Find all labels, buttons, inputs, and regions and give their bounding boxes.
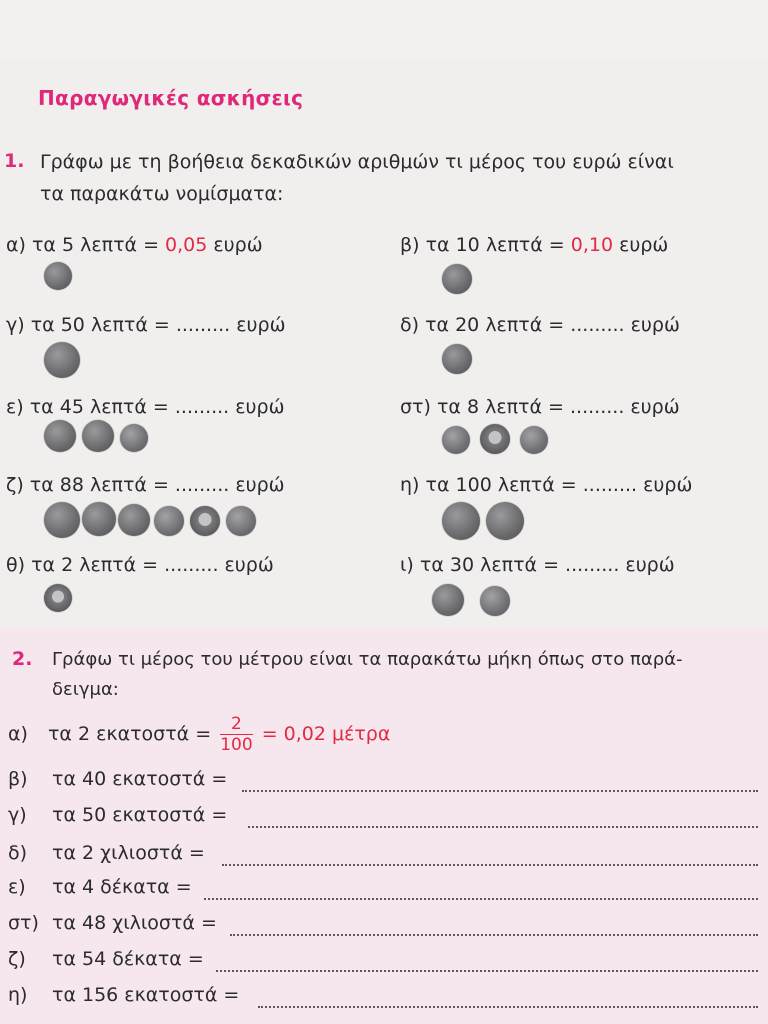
item-answer: 0,10 — [570, 234, 614, 256]
exercise-1-item-f — [400, 396, 680, 418]
coin-icon — [118, 504, 150, 536]
item-text: τα 20 λεπτά = ......... ευρώ — [425, 314, 680, 336]
coins-8-cents — [442, 424, 562, 460]
item-letter: ι) — [400, 554, 414, 576]
item-text: τα 45 λεπτά = ......... ευρώ — [29, 396, 285, 418]
exercise-1-item-a — [6, 234, 263, 256]
coin-icon — [442, 502, 480, 540]
item-text: τα 8 λεπτά = ......... ευρώ — [436, 396, 680, 418]
coins-88-cents — [44, 502, 264, 538]
item-letter: ε) — [8, 876, 26, 898]
item-letter: γ) — [8, 804, 27, 826]
item-letter: ε) — [6, 396, 24, 418]
coins-100-cents — [442, 502, 542, 538]
exercise-1-number: 1. — [4, 150, 25, 172]
exercise-2-instruction-line-1: Γράφω τι μέρος του μέτρου είναι τα παρακάτω μήκη όπως στο παρά- — [52, 649, 683, 670]
item-text: τα 4 δέκατα = — [52, 876, 192, 898]
answer-line — [216, 970, 758, 972]
item-letter: δ) — [400, 314, 420, 336]
exercise-1-item-d — [400, 314, 680, 336]
page-heading: Παραγωγικές ασκήσεις — [38, 86, 304, 110]
item-text: τα 50 λεπτά = ......... ευρώ — [30, 314, 286, 336]
item-letter: η) — [400, 474, 420, 496]
answer-line — [230, 934, 758, 936]
coins-45-cents — [44, 420, 154, 456]
exercise-1-instruction-line-2: τα παρακάτω νομίσματα: — [40, 183, 284, 205]
item-answer: 0,05 — [165, 234, 208, 256]
item-letter: ζ) — [8, 948, 26, 970]
coin-icon — [520, 426, 548, 454]
exercise-2-item-g — [8, 948, 204, 970]
answer-line — [258, 1006, 758, 1008]
fraction-numerator: 2 — [220, 714, 252, 735]
exercise-2-example — [8, 712, 390, 756]
item-text: τα 54 δέκατα = — [52, 948, 204, 970]
item-letter: στ) — [400, 396, 431, 418]
item-unit: ευρώ — [213, 234, 263, 256]
exercise-2-item-e — [8, 876, 192, 898]
exercise-2-item-d — [8, 842, 205, 864]
coin-icon — [442, 426, 470, 454]
example-fraction — [220, 714, 252, 755]
coin-icon — [82, 420, 114, 452]
fraction-denominator: 100 — [220, 735, 253, 755]
item-text: τα 50 εκατοστά = — [52, 804, 228, 826]
coin-icon — [82, 502, 116, 536]
coin-icon — [44, 420, 76, 452]
item-letter: β) — [8, 768, 28, 790]
coin-icon — [44, 342, 80, 378]
item-letter: α) — [8, 723, 28, 745]
coin-icon — [442, 264, 472, 294]
item-letter: γ) — [6, 314, 25, 336]
exercise-1-item-j — [400, 554, 675, 576]
item-text: τα 30 λεπτά = ......... ευρώ — [419, 554, 675, 576]
exercise-1-item-g — [6, 474, 285, 496]
item-letter: δ) — [8, 842, 28, 864]
answer-line — [242, 790, 758, 792]
exercise-2-item-b — [8, 768, 227, 790]
item-letter: ζ) — [6, 474, 24, 496]
coin-icon — [120, 424, 148, 452]
coin-icon — [442, 344, 472, 374]
item-text: τα 5 λεπτά = — [31, 234, 159, 256]
item-text: τα 2 εκατοστά = — [47, 723, 212, 745]
item-text: τα 88 λεπτά = ......... ευρώ — [29, 474, 285, 496]
coin-icon — [480, 586, 510, 616]
example-answer: = 0,02 μέτρα — [261, 723, 391, 745]
answer-line — [248, 826, 758, 828]
item-letter: η) — [8, 984, 28, 1006]
exercise-2-number: 2. — [12, 648, 33, 670]
exercise-1-item-e — [6, 396, 285, 418]
exercise-1-item-i — [6, 554, 274, 576]
item-letter: στ) — [8, 912, 39, 934]
coin-icon — [486, 502, 524, 540]
coin-icon — [432, 584, 464, 616]
item-text: τα 100 λεπτά = ......... ευρώ — [425, 474, 693, 496]
item-letter: α) — [6, 234, 26, 256]
item-text: τα 40 εκατοστά = — [52, 768, 228, 790]
coin-icon — [154, 506, 184, 536]
coin-icon — [44, 502, 80, 538]
exercise-2-item-f — [8, 912, 217, 934]
exercise-1-item-h — [400, 474, 692, 496]
answer-line — [204, 898, 758, 900]
coin-icon — [480, 424, 510, 454]
coin-icon — [226, 506, 256, 536]
exercise-2-instruction-line-2: δειγμα: — [52, 679, 119, 700]
answer-line — [222, 864, 758, 866]
item-text: τα 48 χιλιοστά = — [52, 912, 217, 934]
exercise-1-item-b — [400, 234, 668, 256]
coin-icon — [44, 262, 72, 290]
coin-icon — [44, 584, 72, 612]
item-letter: θ) — [6, 554, 26, 576]
item-letter: β) — [400, 234, 420, 256]
item-text: τα 2 λεπτά = ......... ευρώ — [31, 554, 274, 576]
item-unit: ευρώ — [619, 234, 669, 256]
exercise-1-instruction-line-1: Γράφω με τη βοήθεια δεκαδικών αριθμών τι μέρος του ευρώ είναι — [40, 151, 674, 173]
top-band — [0, 0, 768, 60]
exercise-1-item-c — [6, 314, 285, 336]
coins-30-cents — [432, 584, 522, 620]
item-text: τα 10 λεπτά = — [425, 234, 565, 256]
exercise-2-item-h — [8, 984, 239, 1006]
item-text: τα 156 εκατοστά = — [52, 984, 240, 1006]
exercise-2-item-c — [8, 804, 227, 826]
coin-icon — [190, 506, 220, 536]
item-text: τα 2 χιλιοστά = — [52, 842, 205, 864]
